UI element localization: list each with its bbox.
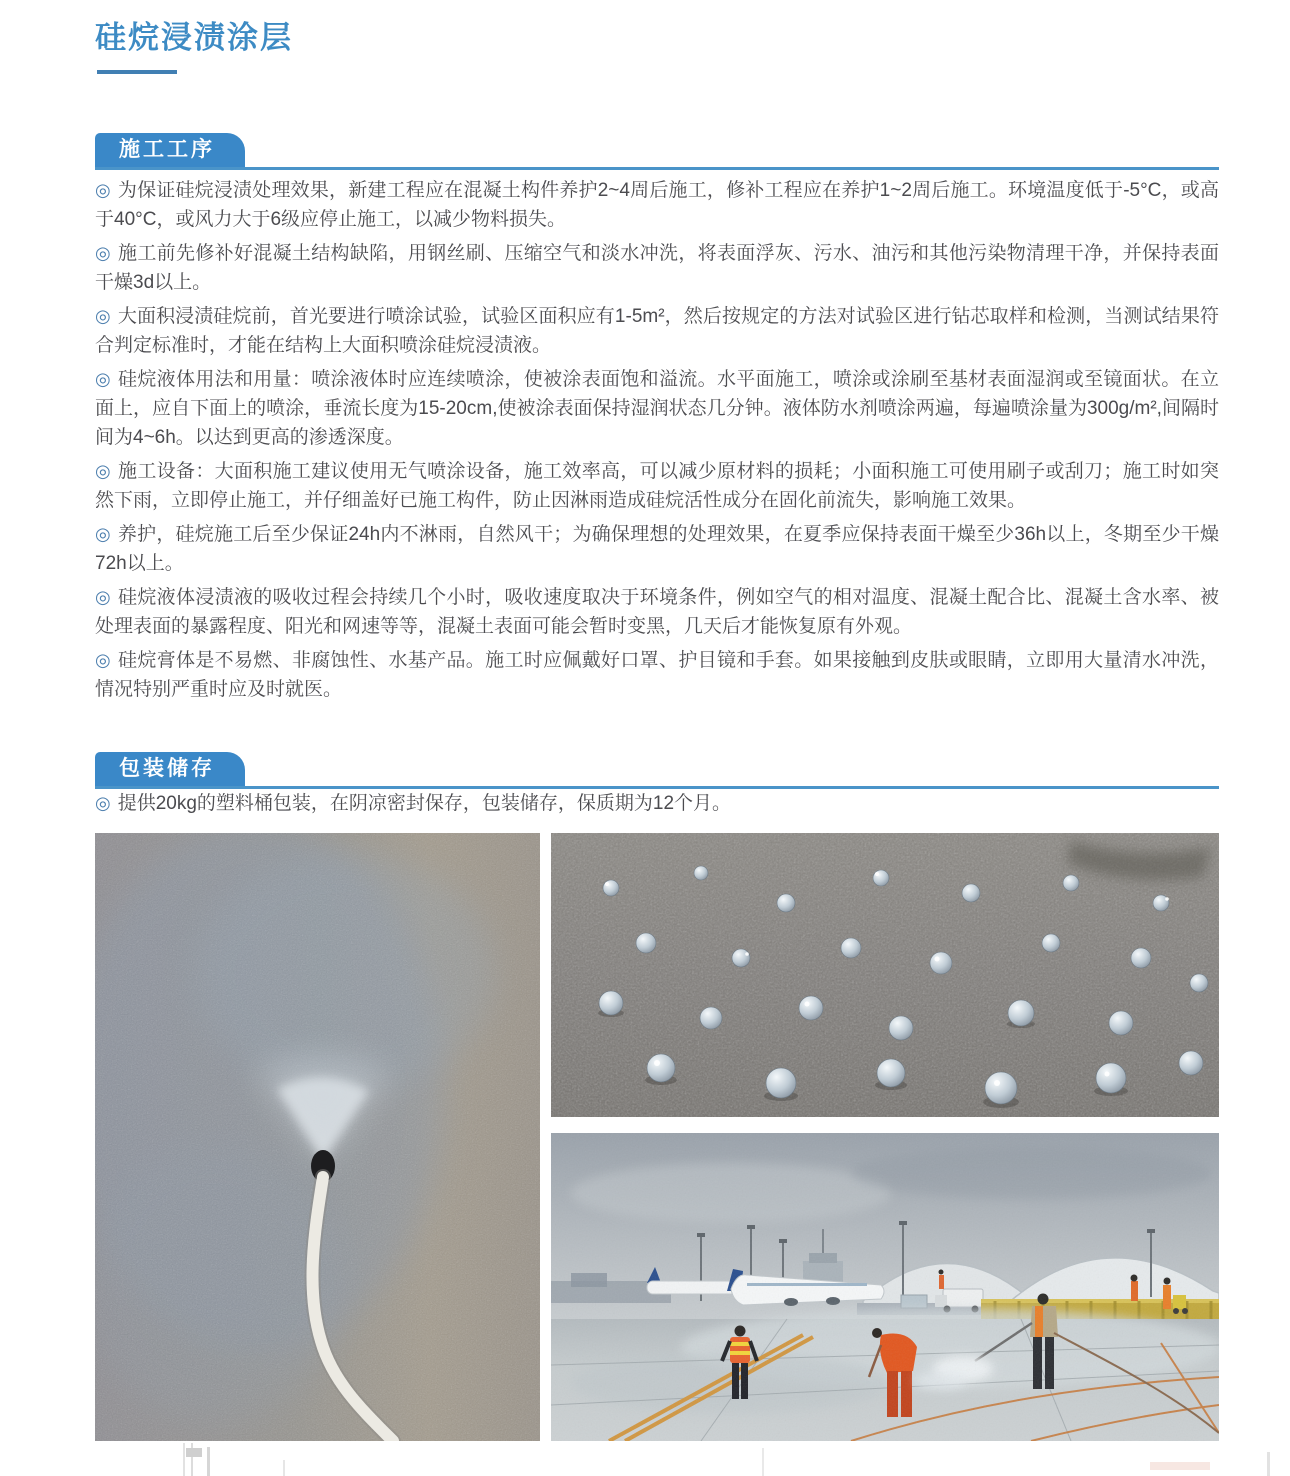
ring-bullet-icon: ◎ <box>95 369 112 389</box>
bullet-text: 为保证硅烷浸渍处理效果，新建工程应在混凝土构件养护2~4周后施工，修补工程应在养护1~2周后施工。环境温度低于-5°C，或高于40°C，或风力大于6级应停止施工，以减少物料损失。 <box>95 180 1219 230</box>
cutoff-artifact <box>283 1460 285 1476</box>
bullet-paragraph <box>95 520 1219 578</box>
bullet-paragraph <box>95 646 1219 704</box>
ring-bullet-icon: ◎ <box>95 306 111 326</box>
ring-bullet-icon: ◎ <box>95 243 112 263</box>
packaging-storage-text <box>95 789 1219 823</box>
section-heading-label: 包装储存 <box>119 757 215 780</box>
airport-apron-illustration <box>551 1133 1219 1441</box>
section-header-construction-process <box>95 133 1219 170</box>
cutoff-artifact <box>186 1448 202 1457</box>
section-badge <box>95 752 245 786</box>
bullet-paragraph <box>95 176 1219 234</box>
bullet-paragraph <box>95 239 1219 297</box>
cutoff-artifact <box>183 1443 185 1476</box>
bullet-text: 施工前先修补好混凝土结构缺陷，用钢丝刷、压缩空气和淡水冲洗，将表面浮灰、污水、油污和其他污染物清理干净，并保持表面干燥3d以上。 <box>95 243 1219 293</box>
cutoff-artifact <box>1267 1452 1270 1476</box>
cutoff-artifact <box>1150 1462 1210 1470</box>
silane-spray-wall-photo <box>95 833 540 1441</box>
bullet-text: 硅烷液体浸渍液的吸收过程会持续几个小时，吸收速度取决于环境条件，例如空气的相对温度、混凝土配合比、混凝土含水率、被处理表面的暴露程度、阳光和网速等等，混凝土表面可能会暂时变黑，几天后才能恢复原有外观。 <box>95 587 1219 637</box>
bullet-text: 硅烷液体用法和用量：喷涂液体时应连续喷涂，使被涂表面饱和溢流。水平面施工，喷涂或涂刷至基材表面湿润或至镜面状。在立面上，应自下面上的喷涂，垂流长度为15-20cm,使被涂表面保持湿润状态几分钟。液体防水剂喷涂两遍，每遍喷涂量为300g/m²,间隔时间为4~6h。以达到更高的渗透深度。 <box>95 369 1219 448</box>
ring-bullet-icon: ◎ <box>95 180 111 200</box>
ring-bullet-icon: ◎ <box>95 524 111 544</box>
bullet-text: 提供20kg的塑料桶包装，在阴凉密封保存，包装储存，保质期为12个月。 <box>117 793 732 814</box>
bullet-paragraph <box>95 583 1219 641</box>
hydrophobic-droplets-photo <box>551 833 1219 1117</box>
section-heading-label: 施工工序 <box>119 138 215 161</box>
bullet-text: 硅烷膏体是不易燃、非腐蚀性、水基产品。施工时应佩戴好口罩、护目镜和手套。如果接触到皮肤或眼睛，立即用大量清水冲洗，情况特别严重时应及时就医。 <box>95 650 1219 700</box>
ring-bullet-icon: ◎ <box>95 587 112 607</box>
silane-spray-wall-illustration <box>95 833 540 1441</box>
ring-bullet-icon: ◎ <box>95 793 111 813</box>
bullet-paragraph <box>95 789 1219 818</box>
section-header-packaging-storage <box>95 752 1219 789</box>
hydrophobic-droplets-illustration <box>551 833 1219 1117</box>
bullet-paragraph <box>95 457 1219 515</box>
cutoff-artifact <box>207 1447 210 1476</box>
title-underline <box>97 70 177 74</box>
ring-bullet-icon: ◎ <box>95 650 112 670</box>
bullet-text: 养护，硅烷施工后至少保证24h内不淋雨，自然风干；为确保理想的处理效果，在夏季应保持表面干燥至少36h以上，冬期至少干燥72h以上。 <box>95 524 1219 574</box>
cutoff-artifact <box>762 1448 764 1476</box>
ring-bullet-icon: ◎ <box>95 461 112 481</box>
airport-apron-spraying-photo <box>551 1133 1219 1441</box>
construction-process-text <box>95 176 1219 709</box>
bullet-text: 施工设备：大面积施工建议使用无气喷涂设备，施工效率高，可以减少原材料的损耗；小面积施工可使用刷子或刮刀；施工时如突然下雨，立即停止施工，并仔细盖好已施工构件，防止因淋雨造成硅烷活性成分在固化前流失，影响施工效果。 <box>95 461 1219 511</box>
bullet-paragraph <box>95 365 1219 452</box>
section-badge <box>95 133 245 167</box>
page-title: 硅烷浸渍涂层 <box>95 20 293 55</box>
bullet-text: 大面积浸渍硅烷前，首光要进行喷涂试验，试验区面积应有1-5m²，然后按规定的方法对试验区进行钻芯取样和检测，当测试结果符合判定标准时，才能在结构上大面积喷涂硅烷浸渍液。 <box>95 306 1219 356</box>
bullet-paragraph <box>95 302 1219 360</box>
